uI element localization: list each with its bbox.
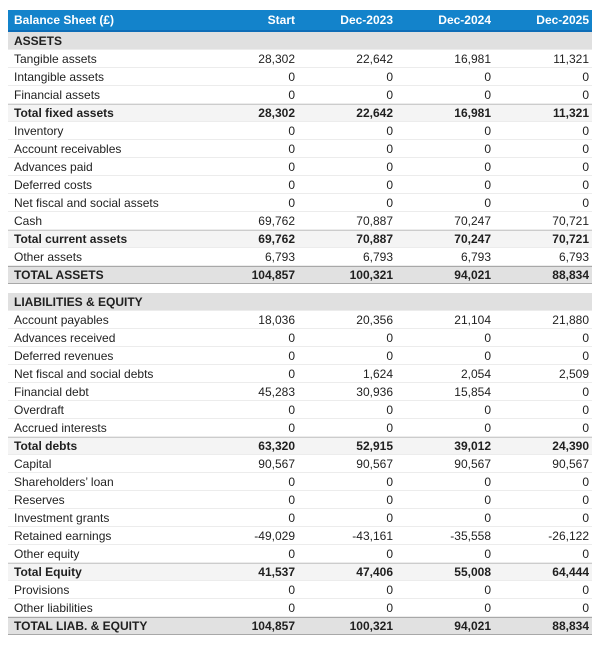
- row-value: 0: [288, 492, 295, 507]
- row-label: Net fiscal and social debts: [14, 366, 154, 381]
- row-value: 0: [386, 510, 393, 525]
- row-value: 0: [386, 177, 393, 192]
- row-value: 0: [582, 510, 589, 525]
- row-value: -49,029: [254, 528, 295, 543]
- row-value: 11,321: [553, 51, 589, 66]
- row-value: 6,793: [264, 249, 295, 264]
- table-row: [8, 491, 592, 509]
- row-value: 11,321: [552, 106, 589, 120]
- row-value: 0: [484, 582, 491, 597]
- table-row: [8, 140, 592, 158]
- row-value: 0: [484, 69, 491, 84]
- row-value: 70,247: [454, 232, 491, 246]
- table-row: [8, 545, 592, 563]
- table-row: [8, 437, 592, 455]
- row-value: 0: [288, 510, 295, 525]
- row-value: 0: [484, 87, 491, 102]
- row-value: 90,567: [258, 456, 295, 471]
- row-value: 90,567: [454, 456, 491, 471]
- row-value: 0: [288, 87, 295, 102]
- row-label: Other liabilities: [14, 600, 93, 615]
- row-label: Financial debt: [14, 384, 89, 399]
- row-value: 0: [288, 141, 295, 156]
- row-label: Deferred revenues: [14, 348, 114, 363]
- table-row: [8, 563, 592, 581]
- table-row: [8, 509, 592, 527]
- row-value: 0: [288, 69, 295, 84]
- row-value: 0: [386, 348, 393, 363]
- row-value: 0: [386, 420, 393, 435]
- row-value: 100,321: [349, 268, 393, 282]
- row-value: 0: [386, 195, 393, 210]
- row-value: 28,302: [258, 106, 295, 120]
- table-row: [8, 599, 592, 617]
- section-header-row: [8, 32, 592, 50]
- table-row: [8, 158, 592, 176]
- table-row: [8, 473, 592, 491]
- row-value: 0: [582, 177, 589, 192]
- row-value: 39,012: [454, 439, 491, 453]
- row-label: Account payables: [14, 312, 109, 327]
- row-label: Retained earnings: [14, 528, 112, 543]
- row-label: TOTAL ASSETS: [14, 268, 104, 282]
- row-label: Total fixed assets: [14, 106, 114, 120]
- row-value: 22,642: [356, 51, 393, 66]
- row-value: 2,509: [558, 366, 589, 381]
- row-value: 0: [582, 330, 589, 345]
- row-label: TOTAL LIAB. & EQUITY: [14, 619, 148, 633]
- balance-sheet-table: [8, 10, 592, 635]
- row-value: 16,981: [454, 106, 491, 120]
- row-value: 0: [386, 330, 393, 345]
- row-value: 69,762: [258, 232, 295, 246]
- row-value: 0: [582, 492, 589, 507]
- table-row: [8, 248, 592, 266]
- row-value: 0: [386, 474, 393, 489]
- table-row: [8, 419, 592, 437]
- row-value: 15,854: [454, 384, 491, 399]
- row-label: Shareholders’ loan: [14, 474, 114, 489]
- row-value: 1,624: [362, 366, 393, 381]
- table-row: [8, 212, 592, 230]
- row-value: 0: [582, 87, 589, 102]
- row-label: Deferred costs: [14, 177, 93, 192]
- row-value: 0: [288, 330, 295, 345]
- row-value: 94,021: [454, 268, 491, 282]
- row-value: 0: [288, 474, 295, 489]
- row-label: Advances received: [14, 330, 116, 345]
- row-value: 20,356: [356, 312, 393, 327]
- section-gap: [8, 284, 592, 293]
- column-header-dec-2025: Dec-2025: [536, 13, 589, 27]
- row-value: -43,161: [352, 528, 393, 543]
- table-row: [8, 311, 592, 329]
- table-row: [8, 68, 592, 86]
- row-value: 0: [582, 348, 589, 363]
- table-header-row: [8, 10, 592, 32]
- row-label: Cash: [14, 213, 43, 228]
- row-value: 104,857: [251, 619, 295, 633]
- row-value: 45,283: [258, 384, 295, 399]
- column-header-start: Start: [267, 13, 295, 27]
- row-label: Advances paid: [14, 159, 93, 174]
- table-row: [8, 86, 592, 104]
- row-value: 0: [288, 546, 295, 561]
- row-value: 88,834: [552, 619, 589, 633]
- row-value: 6,793: [558, 249, 589, 264]
- row-value: 0: [484, 474, 491, 489]
- row-value: 0: [484, 420, 491, 435]
- table-row: [8, 617, 592, 635]
- table-row: [8, 365, 592, 383]
- row-label: Financial assets: [14, 87, 101, 102]
- row-value: 6,793: [362, 249, 393, 264]
- row-label: Accrued interests: [14, 420, 107, 435]
- row-label: Capital: [14, 456, 52, 471]
- row-value: 0: [288, 402, 295, 417]
- row-value: 94,021: [454, 619, 491, 633]
- row-value: 55,008: [454, 565, 491, 579]
- row-value: 6,793: [460, 249, 491, 264]
- row-value: 22,642: [356, 106, 393, 120]
- table-row: [8, 455, 592, 473]
- row-label: Account receivables: [14, 141, 122, 156]
- row-label: Total Equity: [14, 565, 82, 579]
- row-value: 2,054: [460, 366, 491, 381]
- section-title: LIABILITIES & EQUITY: [14, 294, 143, 309]
- table-row: [8, 527, 592, 545]
- row-value: 0: [386, 87, 393, 102]
- row-value: 24,390: [552, 439, 589, 453]
- table-row: [8, 176, 592, 194]
- row-value: 30,936: [356, 384, 393, 399]
- row-value: 0: [582, 159, 589, 174]
- row-value: 0: [484, 492, 491, 507]
- row-value: -35,558: [450, 528, 491, 543]
- row-value: 0: [288, 195, 295, 210]
- row-value: 0: [484, 141, 491, 156]
- row-value: 28,302: [258, 51, 295, 66]
- row-label: Tangible assets: [14, 51, 97, 66]
- row-value: 104,857: [251, 268, 295, 282]
- row-value: 18,036: [258, 312, 295, 327]
- row-value: 47,406: [356, 565, 393, 579]
- row-value: 0: [484, 159, 491, 174]
- row-value: 0: [288, 366, 295, 381]
- row-value: 52,915: [356, 439, 393, 453]
- row-value: 0: [582, 69, 589, 84]
- row-label: Net fiscal and social assets: [14, 195, 159, 210]
- row-label: Total debts: [14, 439, 78, 453]
- table-row: [8, 401, 592, 419]
- row-value: 70,887: [356, 232, 393, 246]
- row-value: 21,104: [454, 312, 491, 327]
- row-value: 0: [386, 159, 393, 174]
- row-value: 0: [288, 177, 295, 192]
- row-label: Inventory: [14, 123, 64, 138]
- row-value: 0: [288, 582, 295, 597]
- table-row: [8, 230, 592, 248]
- row-value: 0: [386, 123, 393, 138]
- row-value: 0: [484, 330, 491, 345]
- row-value: 70,721: [552, 232, 589, 246]
- row-value: 0: [582, 582, 589, 597]
- row-value: 0: [582, 600, 589, 615]
- column-header-dec-2024: Dec-2024: [438, 13, 491, 27]
- table-body: [8, 32, 592, 635]
- row-value: 0: [386, 69, 393, 84]
- column-header-dec-2023: Dec-2023: [340, 13, 393, 27]
- row-value: 0: [288, 348, 295, 363]
- row-value: 0: [484, 177, 491, 192]
- table-row: [8, 104, 592, 122]
- table-row: [8, 122, 592, 140]
- row-value: -26,122: [548, 528, 589, 543]
- row-value: 69,762: [258, 213, 295, 228]
- section-title: ASSETS: [14, 33, 63, 48]
- row-value: 0: [288, 159, 295, 174]
- row-value: 0: [484, 123, 491, 138]
- table-row: [8, 50, 592, 68]
- table-title: Balance Sheet (£): [14, 13, 115, 27]
- row-value: 70,721: [552, 213, 589, 228]
- row-value: 0: [484, 195, 491, 210]
- row-value: 63,320: [258, 439, 295, 453]
- row-value: 90,567: [356, 456, 393, 471]
- row-value: 70,247: [454, 213, 491, 228]
- row-value: 21,880: [552, 312, 589, 327]
- row-value: 0: [386, 402, 393, 417]
- table-row: [8, 383, 592, 401]
- row-label: Other assets: [14, 249, 83, 264]
- row-label: Other equity: [14, 546, 80, 561]
- row-label: Provisions: [14, 582, 70, 597]
- row-label: Overdraft: [14, 402, 65, 417]
- row-value: 100,321: [349, 619, 393, 633]
- row-value: 70,887: [356, 213, 393, 228]
- row-value: 0: [386, 492, 393, 507]
- row-value: 0: [582, 123, 589, 138]
- row-value: 64,444: [552, 565, 589, 579]
- row-value: 0: [386, 546, 393, 561]
- row-value: 0: [288, 420, 295, 435]
- row-value: 0: [582, 402, 589, 417]
- row-value: 0: [582, 141, 589, 156]
- table-row: [8, 329, 592, 347]
- row-value: 0: [386, 141, 393, 156]
- row-value: 0: [288, 600, 295, 615]
- table-row: [8, 266, 592, 284]
- row-value: 16,981: [454, 51, 491, 66]
- row-value: 0: [582, 474, 589, 489]
- row-value: 88,834: [552, 268, 589, 282]
- row-value: 0: [386, 600, 393, 615]
- table-row: [8, 581, 592, 599]
- row-label: Reserves: [14, 492, 65, 507]
- row-value: 0: [484, 402, 491, 417]
- table-row: [8, 347, 592, 365]
- row-value: 0: [386, 582, 393, 597]
- row-label: Investment grants: [14, 510, 110, 525]
- row-value: 0: [484, 546, 491, 561]
- row-value: 0: [484, 348, 491, 363]
- row-value: 0: [582, 195, 589, 210]
- row-value: 0: [582, 546, 589, 561]
- row-value: 41,537: [258, 565, 295, 579]
- section-header-row: [8, 293, 592, 311]
- row-value: 0: [288, 123, 295, 138]
- row-value: 0: [484, 510, 491, 525]
- row-value: 90,567: [552, 456, 589, 471]
- row-value: 0: [582, 384, 589, 399]
- row-label: Total current assets: [14, 232, 128, 246]
- row-value: 0: [484, 600, 491, 615]
- row-label: Intangible assets: [14, 69, 105, 84]
- row-value: 0: [582, 420, 589, 435]
- table-row: [8, 194, 592, 212]
